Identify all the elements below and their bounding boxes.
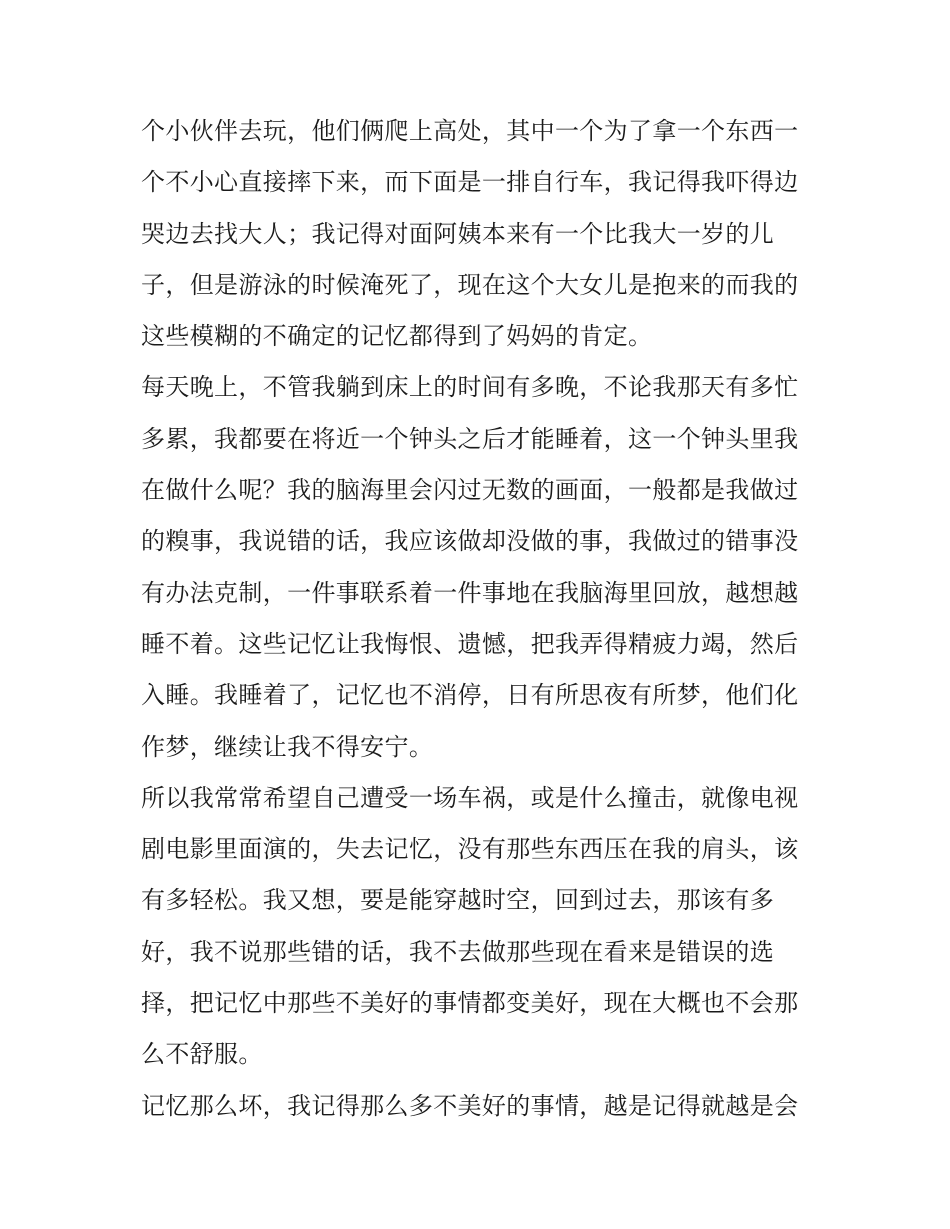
text-line: 入睡。我睡着了，记忆也不消停，日有所思夜有所梦，他们化 — [141, 681, 799, 710]
text-line: 记忆那么坏，我记得那么多不美好的事情，越是记得就越是会 — [141, 1091, 799, 1120]
text-line: 的糗事，我说错的话，我应该做却没做的事，我做过的错事没 — [141, 527, 799, 556]
text-line: 所以我常常希望自己遭受一场车祸，或是什么撞击，就像电视 — [141, 783, 799, 812]
text-line: 择，把记忆中那些不美好的事情都变美好，现在大概也不会那 — [141, 989, 799, 1018]
text-line: 每天晚上，不管我躺到床上的时间有多晚，不论我那天有多忙 — [141, 373, 799, 402]
body-text — [141, 106, 821, 1132]
text-line: 个小伙伴去玩，他们俩爬上高处，其中一个为了拿一个东西一 — [141, 117, 799, 145]
text-line: 么不舒服。 — [141, 1040, 263, 1069]
text-line: 子，但是游泳的时候淹死了，现在这个大女儿是抱来的而我的 — [141, 270, 799, 299]
text-line: 哭边去找大人；我记得对面阿姨本来有一个比我大一岁的儿 — [141, 219, 775, 248]
text-line: 这些模糊的不确定的记忆都得到了妈妈的肯定。 — [141, 322, 653, 351]
text-line: 好，我不说那些错的话，我不去做那些现在看来是错误的选 — [141, 937, 775, 966]
text-line: 在做什么呢？我的脑海里会闪过无数的画面，一般都是我做过 — [141, 476, 799, 505]
text-line: 剧电影里面演的，失去记忆，没有那些东西压在我的肩头，该 — [141, 835, 799, 864]
text-line: 睡不着。这些记忆让我悔恨、遗憾，把我弄得精疲力竭，然后 — [141, 629, 799, 658]
text-line: 个不小心直接摔下来，而下面是一排自行车，我记得我吓得边 — [141, 168, 799, 197]
text-line: 有多轻松。我又想，要是能穿越时空，回到过去，那该有多 — [141, 886, 775, 915]
text-line: 有办法克制，一件事联系着一件事地在我脑海里回放，越想越 — [141, 578, 799, 607]
text-line: 作梦，继续让我不得安宁。 — [141, 732, 434, 761]
text-line: 多累，我都要在将近一个钟头之后才能睡着，这一个钟头里我 — [141, 424, 799, 453]
